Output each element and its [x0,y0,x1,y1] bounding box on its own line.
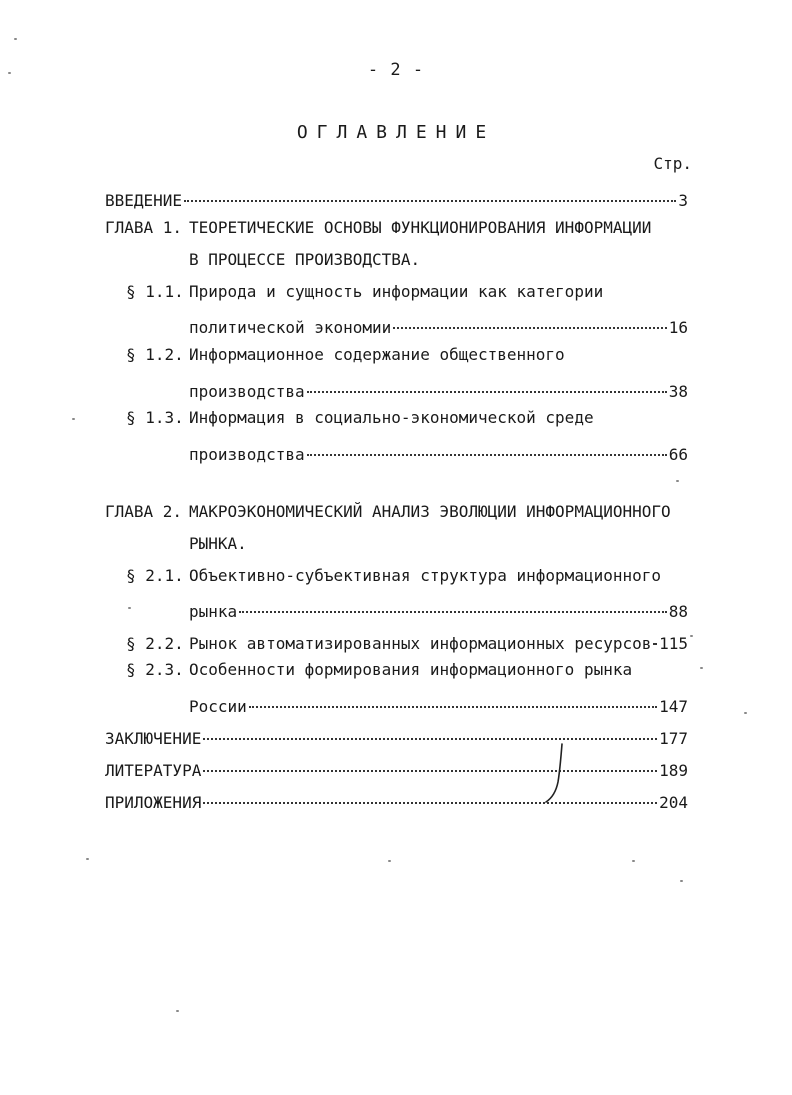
leader-dots [307,440,667,460]
toc-entry-introduction [105,186,688,211]
toc-entry-text: Объективно-субъективная структура информационного [189,566,662,585]
toc-entry-page: 38 [668,382,688,401]
toc-title: ОГЛАВЛЕНИЕ [296,122,496,143]
toc-section-1-1 [126,282,603,302]
toc-chapter-label: ГЛАВА 1. [105,218,183,237]
toc-section-1-2 [126,345,565,365]
toc-chapter-1 [105,218,651,238]
toc-section-label: § 1.3. [126,408,184,427]
page-column-label: Стр. [653,154,692,173]
scan-speck [680,880,683,882]
scan-speck [72,418,75,420]
toc-entry-page: 16 [668,318,688,337]
toc-entry-text: Особенности формирования информационного рынка [189,660,633,679]
scan-speck [128,607,131,609]
scan-speck [744,712,747,714]
toc-entry-text: политической экономии [189,318,392,337]
toc-entry-page: 177 [659,729,688,748]
toc-entry-text: Информация в социально-экономической среде [189,408,594,427]
toc-entry-page: 3 [678,191,688,210]
toc-section-2-1-continued [189,597,688,622]
toc-entry-text: В ПРОЦЕССЕ ПРОИЗВОДСТВА. [189,250,421,269]
toc-entry-text: ЗАКЛЮЧЕНИЕ [105,729,202,748]
toc-entry-page: 88 [668,602,688,621]
leader-dots [249,692,657,712]
pen-stroke-mark [540,742,570,804]
toc-entry-text: ПРИЛОЖЕНИЯ [105,793,202,812]
toc-entry-text: МАКРОЭКОНОМИЧЕСКИЙ АНАЛИЗ ЭВОЛЮЦИИ ИНФОРМАЦИОННОГО [189,502,671,521]
scan-speck [700,667,703,669]
toc-section-2-3-continued [189,692,688,717]
toc-entry-text: Природа и сущность информации как категории [189,282,604,301]
toc-entry-text: рынка [189,602,238,621]
toc-section-1-3 [126,408,594,428]
toc-section-2-1 [126,566,661,586]
toc-chapter-1-continued [189,250,420,270]
leader-dots [393,313,666,333]
toc-entry-text: производства [189,382,305,401]
toc-entry-text: России [189,697,247,716]
scan-speck [690,635,693,637]
toc-chapter-2 [105,502,671,522]
leader-dots [184,186,676,206]
toc-section-label: § 1.1. [126,282,184,301]
scan-speck [388,860,391,862]
page-number: - 2 - [367,60,425,80]
toc-entry-page: 189 [659,761,688,780]
toc-section-label: § 2.1. [126,566,184,585]
toc-entry-text: производства [189,445,305,464]
toc-chapter-label: ГЛАВА 2. [105,502,183,521]
toc-entry-page: 66 [668,445,688,464]
scan-speck [14,38,17,40]
scan-speck [176,1010,179,1012]
toc-section-2-2 [126,629,688,654]
leader-dots [203,788,657,808]
toc-entry-text: ТЕОРЕТИЧЕСКИЕ ОСНОВЫ ФУНКЦИОНИРОВАНИЯ ИНФОРМАЦИИ [189,218,652,237]
leader-dots [653,629,657,649]
toc-entry-text: Информационное содержание общественного [189,345,565,364]
toc-section-1-1-continued [189,313,688,338]
leader-dots [203,724,657,744]
scan-speck [86,858,89,860]
toc-entry-text: Рынок автоматизированных информационных ресурсов [189,634,652,653]
toc-entry-text: ВВЕДЕНИЕ [105,191,183,210]
toc-entry-literature [105,756,688,781]
toc-entry-page: 204 [659,793,688,812]
toc-entry-page: 115 [659,634,688,653]
leader-dots [203,756,657,776]
toc-entry-page: 147 [659,697,688,716]
scan-speck [676,480,679,482]
leader-dots [307,377,667,397]
scan-speck [8,72,11,74]
toc-entry-conclusion [105,724,688,749]
toc-chapter-2-continued [189,534,247,554]
toc-section-1-3-continued [189,440,688,465]
toc-entry-text: РЫНКА. [189,534,247,553]
toc-entry-appendices [105,788,688,813]
toc-section-1-2-continued [189,377,688,402]
toc-section-label: § 2.2. [126,634,184,653]
toc-entry-text: ЛИТЕРАТУРА [105,761,202,780]
scan-speck [632,860,635,862]
toc-section-label: § 1.2. [126,345,184,364]
toc-section-2-3 [126,660,632,680]
leader-dots [239,597,667,617]
toc-section-label: § 2.3. [126,660,184,679]
